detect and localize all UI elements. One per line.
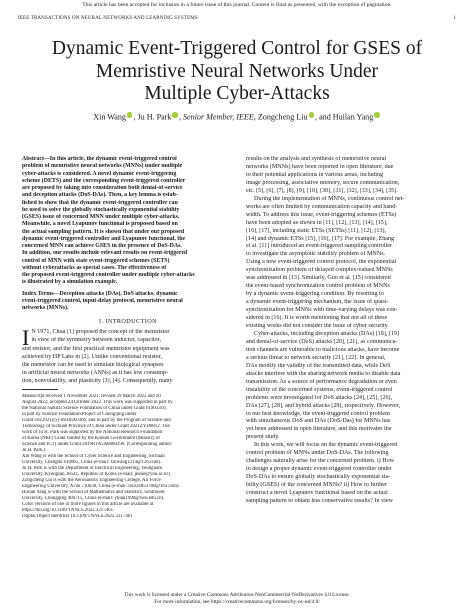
body-line: results on the analysis and synthesis of memristive neural	[246, 156, 387, 162]
orcid-icon[interactable]	[127, 112, 133, 118]
abstract-line: are proposed by taking into consideration both denial-of-service	[22, 185, 183, 191]
title-line: Dynamic Event-Triggered Control for GSES of	[51, 38, 423, 59]
footnote-line: Technology of Sichuan Province of China under Grant 2021ZYD0012. The	[22, 423, 170, 429]
body-line: control problem of MNNs under DoS-DAs. The following	[246, 450, 389, 457]
orcid-icon[interactable]	[172, 112, 178, 118]
body-line: Cyber-attacks, including deception attacks (DAs) [18], [19]	[254, 330, 400, 337]
author-title: , Senior Member, IEEE	[178, 112, 254, 122]
body-line: construct a novel Lyapunov functional based on the actual	[246, 490, 388, 497]
author-name: Xin Wang	[93, 112, 126, 122]
footnote-line: Huilan Yang is with the School of Mathematics and Statistics, Southwest	[22, 489, 165, 495]
body-line: existing works did not consider the issue of cyber security.	[246, 323, 389, 330]
body-line: problems were investigated for DoS attacks [24], [25], [26],	[246, 394, 393, 401]
abstract-line: In addition, our results include relevant results on event-triggered	[22, 250, 188, 257]
footnote-line: University, Chengdu 610065, China (e-mail: xinwang1314@126.com).	[22, 459, 162, 465]
orcid-icon[interactable]	[374, 112, 380, 118]
footnote-line: Engineering University, Xi'an 710038, China (e-mail: liu434853780@163.com).	[22, 483, 180, 489]
index-terms-line: Index Terms—Deception attacks (DAs), DoS attacks, dynamic	[22, 290, 178, 297]
body-line: attacks interfere with the sharing network media to disable data	[246, 370, 401, 377]
abstract-line: lished to show that the dynamic event-triggered controller can	[22, 199, 178, 206]
footnote-line: Manuscript received 1 November 2021; revised 29 March 2022 and 20	[22, 393, 161, 399]
body-line: networks (MNNs) have been reported in open literature, due	[246, 163, 394, 170]
body-line: tion channels are vulnerable to malicious attacks, have become	[246, 346, 400, 353]
body-line: DoS-DAs to ensure globally stochastically exponential sta-	[246, 474, 391, 481]
abstract-line: scheme (DETS) and the corresponding event-triggered controller	[22, 177, 186, 184]
body-line: bility (GSES) of the concerned MNNs? ii) How to further	[246, 482, 387, 489]
footnote-line: Grant cstc2021jcyj-msxmX0366, and in part by the Program of Science and	[22, 417, 171, 423]
footnote-line: University, Chongqing 400715, China (e-mail: yhlan1990@swu.edu.cn).	[22, 495, 165, 501]
body-line: In this work, we will focus on the dynamic event-triggered	[254, 442, 398, 449]
abstract-line: is illustrated by a simulation example.	[22, 279, 118, 286]
author-list	[20, 112, 454, 122]
footer-line: This work is licensed under a Creative Commons Attribution-NonCommercial-NoDerivatives 4.0 License.	[124, 592, 350, 598]
abstract-line: without cyberattacks as special cases. The effectiveness of	[22, 264, 167, 271]
body-line: to investigate the asymptotic stability problem of MNNs.	[246, 251, 386, 258]
abstract-line: Abstract—In this article, the dynamic event-triggered control	[22, 156, 177, 162]
abstract-line: problem of memristive neural networks (MNNs) under multiple	[22, 163, 183, 170]
footnote-rule	[22, 389, 58, 390]
footnote-line: Digital Object Identifier 10.1109/TNNLS.2022.3217461	[22, 513, 133, 519]
body-line: sidered in [16]. It is worth mentioning that not all of these	[246, 315, 388, 322]
section-heading: I. INTRODUCTION	[99, 318, 157, 326]
abstract-line: the actual sampling pattern. It is shown that under our proposed	[22, 228, 185, 235]
body-line: width. To address this issue, event-triggering schemes (ETSs)	[246, 211, 397, 218]
body-line: have been adopted as shown in [11], [12], [13], [14], [15],	[246, 219, 388, 226]
body-line: by a dynamic event-triggering condition. By resorting to	[246, 291, 384, 298]
body-line: synchronization for MNNs with time-varying delays was con-	[246, 307, 398, 314]
footnote-line: in part by Science Foundation Project of Chongqing under	[22, 411, 137, 417]
body-line: etc. [5], [6], [7], [8], [9], [10], [30], [31], [32], [33], [34], [35].	[246, 187, 398, 194]
index-terms-line: event-triggered control, input-delay protocol, memristive neural	[22, 297, 183, 304]
body-line: to design a proper dynamic event-triggered controller under	[246, 466, 392, 473]
body-line: instability of the concerned systems, event-triggered control	[246, 386, 393, 393]
footnote-line: Ju H. Park.)	[22, 447, 46, 453]
body-line: to their potential applications in various areas, including	[246, 171, 384, 178]
abstract-line: Meanwhile, a novel Lyapunov functional is proposed based on	[22, 221, 178, 228]
left-column	[22, 156, 234, 520]
body-line: Using a new event-triggered control protocol, the exponential	[246, 259, 397, 266]
title-line: Memristive Neural Networks Under	[95, 60, 379, 82]
footnote-line: of Korea (NRF) Grant funded by the Korean Government (Ministry of	[22, 435, 160, 441]
abstract-line: concerned MNN can achieve GSES in the presence of DoS-DAs.	[22, 243, 182, 249]
body-line: yet been addressed in open literature, and this motivates the	[246, 426, 392, 433]
intro-line: the memristor can be used to simulate biological synapses	[22, 362, 164, 369]
footnote-line: Color versions of one or more figures in this article are available at	[22, 501, 154, 507]
footnote-line: Ju H. Park is with the Department of Electrical Engineering, Yeungnam	[22, 465, 163, 471]
body-line: the event-based synchronization control problem of MNNs	[246, 283, 390, 290]
footer-line: For more information, see https://creativecommons.org/licenses/by-nc-nd/4.0/	[154, 598, 320, 605]
body-line: a serious threat to network security [21], [22]. In general,	[246, 354, 386, 361]
footnotes	[22, 394, 234, 520]
abstract-line: and deception attacks (DoS-DAs). Then, a key lemma is estab-	[22, 192, 178, 199]
abstract	[22, 156, 234, 287]
running-header	[18, 16, 456, 21]
footnote-line: August 2022; accepted 24 October 2022. This work was supported in part by	[22, 399, 173, 405]
license-footer	[0, 592, 474, 605]
body-line: DAs modify the validity of the transmitted data, while DoS	[246, 362, 391, 369]
orcid-icon[interactable]	[309, 112, 315, 118]
intro-line: in view of the symmetry between inductor, capacitor,	[31, 337, 161, 344]
paper-title	[20, 38, 454, 106]
body-line: was addressed in [13]. Similarly, Guo et al. [15] considered	[246, 275, 391, 282]
footnote-line: University, Kyongsan 38541, Republic of Korea (e-mail: jessie@ynu.ac.kr).	[22, 471, 171, 477]
abstract-line: the proposed event-triggered controller under multiple cyber-attacks	[22, 272, 195, 278]
footnote-line: the National Natural Science Foundation of China under Grant 61903310,	[22, 405, 167, 411]
title-line: Multiple Cyber-Attacks	[144, 83, 330, 104]
body-line: et al. [11] introduced an event-triggered sampling controller	[246, 243, 392, 250]
body-line: [16], [17], including static ETSs (SETSs) [11], [12], [13],	[246, 227, 387, 234]
body-line: a dynamic event-triggering mechanism, the issue of quasi-	[246, 299, 389, 306]
abstract-line: dynamic event-triggered controller and Lyapunov functional, the	[22, 235, 186, 242]
body-line: and denial-of-service (DoS) attacks [20], [21], as communica-	[246, 338, 398, 345]
page-number: 1	[453, 16, 456, 21]
abstract-line: (GSES) issue of concerned MNN under multiple cyber-attacks.	[22, 214, 180, 220]
author-name: , and Huilan Yang	[315, 112, 374, 122]
body-line: sampling pattern to obtain less conservative results? In view	[246, 497, 393, 504]
intro-line: achieved by HP Labs in [2]. Unlike conventional resistor,	[22, 354, 162, 361]
index-terms	[22, 291, 234, 313]
footnote-line: Xin Wang is with the School of Cyber Science and Engineering, Sichuan	[22, 453, 165, 459]
intro-line: in artificial neural networks (ANNs) as it has low consump-	[22, 370, 169, 377]
body-line: present study.	[246, 434, 280, 441]
body-line: to our best knowledge, the event-triggered control problem	[246, 410, 390, 417]
body-line: works are often limited by communication capacity and band-	[246, 203, 398, 210]
body-line: transmission. As a source of performance degradation or even	[246, 378, 397, 385]
footnote-line: Zongcheng Liu is with the Aeronautics Engineering College, Air Force	[22, 477, 161, 483]
intro-line: tion, nonvolatility, and plasticity [3], [4]. Consequently, many	[22, 378, 173, 385]
right-column	[246, 156, 458, 506]
footnote-line: https://doi.org/10.1109/TNNLS.2022.3217461.	[22, 507, 115, 513]
author-name: , Ju H. Park	[133, 112, 172, 122]
intro-line: N 1971, Chua [1] proposed the concept of the memristor	[31, 329, 170, 336]
author-name: , Zongcheng Liu	[253, 112, 308, 122]
abstract-line: control of MNN with state event-triggered schemes (SETS)	[22, 257, 170, 264]
drop-cap: I	[22, 325, 30, 351]
body-line: challenges naturally arise for the concerned problem. i) How	[246, 458, 395, 465]
body-line: [14] and dynamic ETSs [15], [16], [17]. For example, Zhang	[246, 235, 395, 242]
abstract-line: cyber-attacks is considered. A novel dynamic event-triggering	[22, 170, 177, 177]
footnote-line: Science and ICT) under Grant 2019R1A5A8080290. (Corresponding author:	[22, 441, 173, 447]
index-terms-line: networks (MNNs).	[22, 305, 69, 311]
abstract-line: be used to solve the globally stochastically exponential stability	[22, 206, 180, 213]
journal-name: IEEE TRANSACTIONS ON NEURAL NETWORKS AND LEARNING SYSTEMS	[18, 16, 198, 21]
body-line: DAs [27], [28], and hybrid attacks [29], respectively. However,	[246, 402, 401, 409]
body-line: image processing, associative memory, secure communication,	[246, 179, 400, 186]
intro-paragraph	[22, 325, 234, 386]
body-line: During the implementation of MNNs, continuous control net-	[254, 195, 405, 202]
body-line: with simultaneous DoS and DAs (DoS-Das) for MNNs has	[246, 418, 391, 425]
acceptance-banner: This article has been accepted for inclusion in a future issue of this journal. Content is final as presented, with the exception of pagination.	[82, 2, 392, 8]
intro-line: and resistor, and the first practical memristor equipment was	[22, 346, 170, 353]
footnote-line: work of Ju H. Park was supported by the National Research Foundation	[22, 429, 163, 435]
body-line: synchronization problem of delayed complex-valued MNNs	[246, 267, 393, 274]
